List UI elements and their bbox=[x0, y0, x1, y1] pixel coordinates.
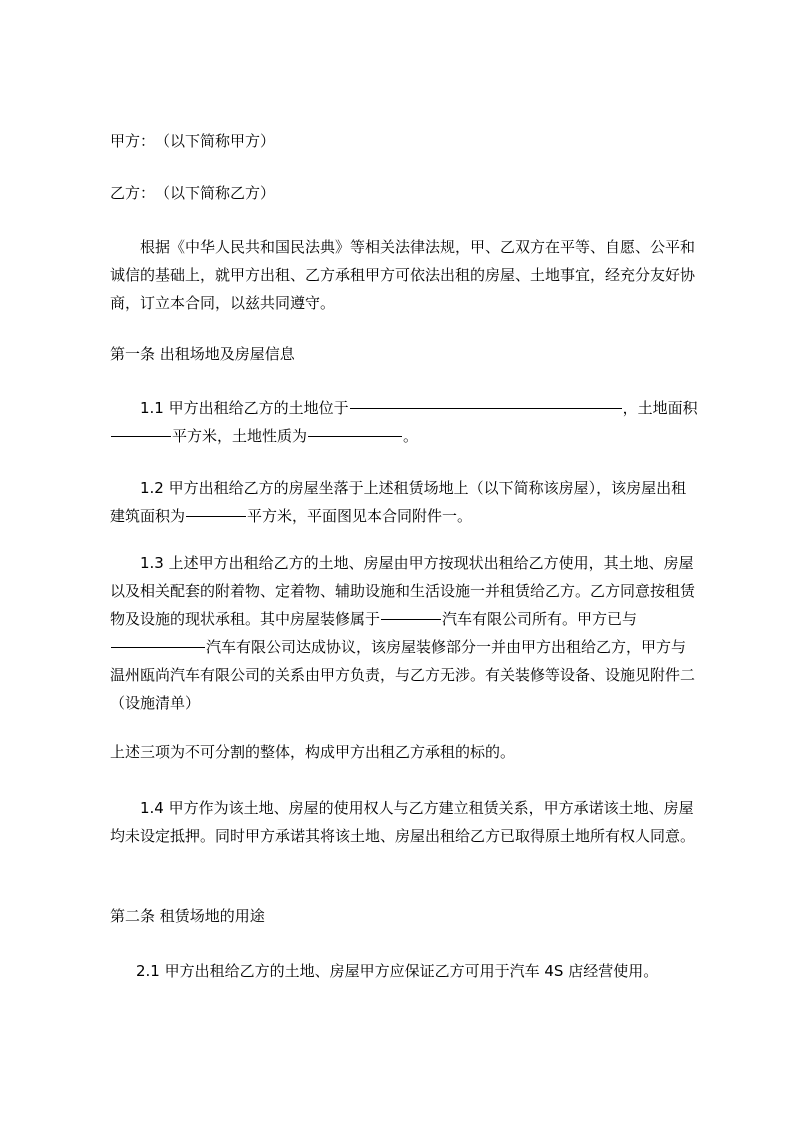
clause-1-4 bbox=[110, 794, 700, 850]
article-2-title: 第二条 租赁场地的用途 bbox=[110, 907, 265, 925]
clause-1-3-part-b: 汽车有限公司所有。甲方已与 bbox=[442, 610, 638, 628]
summary-paragraph bbox=[110, 738, 700, 766]
party-a-text: 甲方： （以下简称甲方） bbox=[110, 132, 276, 150]
clause-1-3-part-c: 汽车有限公司达成协议，该房屋装修部分一并由甲方出租给乙方，甲方与温州瓯尚汽车有限公司的关系由甲方负责，与乙方无涉。有关装修等设备、设施见附件二（设施清单） bbox=[110, 638, 696, 712]
summary-text: 上述三项为不可分割的整体，构成甲方出租乙方承租的标的。 bbox=[110, 743, 516, 761]
article-1-title: 第一条 出租场地及房屋信息 bbox=[110, 345, 295, 363]
blank-land-area bbox=[111, 436, 171, 437]
blank-building-area bbox=[186, 516, 246, 517]
blank-land-location bbox=[350, 408, 622, 409]
article-2-heading bbox=[110, 902, 700, 930]
blank-agreement-company bbox=[111, 647, 205, 648]
clause-1-1 bbox=[110, 394, 700, 450]
clause-1-2 bbox=[110, 474, 700, 530]
clause-1-3 bbox=[110, 549, 700, 717]
clause-1-3-part-a: 1.3 上述甲方出租给乙方的土地、房屋由甲方按现状出租给乙方使用，其土地、房屋以及相关配套的附着物、定着物、辅助设施和生活设施一并租赁给乙方。乙方同意按租赁物及设施的现状承租。其中房屋装修属于 bbox=[110, 554, 696, 628]
party-a-line bbox=[110, 127, 700, 155]
party-b-line bbox=[110, 179, 700, 207]
blank-land-nature bbox=[308, 436, 402, 437]
party-b-text: 乙方： （以下简称乙方） bbox=[110, 184, 276, 202]
clause-1-1-part-a: 1.1 甲方出租给乙方的土地位于 bbox=[140, 399, 349, 417]
clause-1-2-part-b: 平方米，平面图见本合同附件一。 bbox=[247, 507, 473, 525]
preamble-text: 根据《中华人民共和国民法典》等相关法律法规，甲、乙双方在平等、自愿、公平和诚信的基础上，就甲方出租、乙方承租甲方可依法出租的房屋、土地事宜，经充分友好协商，订立本合同，以兹共同遵守。 bbox=[110, 238, 696, 312]
blank-decoration-owner bbox=[381, 619, 441, 620]
clause-1-1-part-b: ，土地面积 bbox=[622, 399, 698, 417]
clause-1-2-part-a: 1.2 甲方出租给乙方的房屋坐落于上述租赁场地上（以下简称该房屋），该房屋出租建筑面积为 bbox=[110, 479, 687, 525]
preamble-paragraph bbox=[110, 233, 700, 317]
clause-2-1-text: 2.1 甲方出租给乙方的土地、房屋甲方应保证乙方可用于汽车 4S 店经营使用。 bbox=[136, 962, 659, 980]
clause-1-1-part-d: 。 bbox=[403, 427, 419, 445]
clause-1-4-text: 1.4 甲方作为该土地、房屋的使用权人与乙方建立租赁关系，甲方承诺该土地、房屋均未设定抵押。同时甲方承诺其将该土地、房屋出租给乙方已取得原土地所有权人同意。 bbox=[110, 799, 696, 845]
clause-1-1-part-c: 平方米，土地性质为 bbox=[172, 427, 308, 445]
clause-2-1 bbox=[110, 957, 700, 985]
article-1-heading bbox=[110, 340, 700, 368]
